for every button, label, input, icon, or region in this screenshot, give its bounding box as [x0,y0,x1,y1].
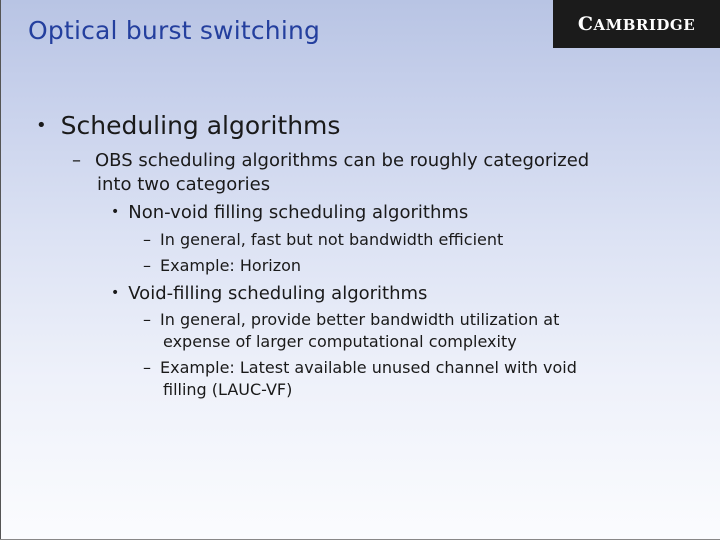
bullet-text: Non-void filling scheduling algorithms [128,202,469,223]
sub-bullet-text-continued: into two categories [97,174,271,195]
void-item-utilization [143,310,559,329]
cambridge-logo [553,0,720,48]
void-item-example-continuation [163,380,292,399]
dash-marker: – [72,150,81,171]
non-void-item-example [143,256,301,275]
dash-marker: – [143,256,151,275]
dash-marker: – [143,358,151,377]
bullet-text: Void-filling scheduling algorithms [128,283,428,304]
bullet-marker: • [36,115,47,136]
bullet-scheduling-algorithms [36,111,340,140]
void-item-example [143,358,577,377]
item-text: Example: Latest available unused channel with void [160,358,577,377]
sub-bullet-obs [72,150,589,171]
item-text: Example: Horizon [160,256,302,275]
non-void-item-speed [143,230,503,249]
bullet-marker: • [111,285,120,301]
bullet-non-void [111,202,468,223]
item-text: In general, fast but not bandwidth efficient [160,230,504,249]
dash-marker: – [143,310,151,329]
bullet-void-filling [111,283,427,304]
item-text-continued: filling (LAUC-VF) [163,380,293,399]
item-text-continued: expense of larger computational complexity [163,332,517,351]
sub-bullet-text: OBS scheduling algorithms can be roughly categorized [95,150,590,171]
logo-wordmark: CAMBRIDGE [577,13,696,35]
slide-title: Optical burst switching [28,16,321,45]
item-text: In general, provide better bandwidth utilization at [160,310,560,329]
void-item-utilization-continuation [163,332,517,351]
dash-marker: – [143,230,151,249]
bullet-marker: • [111,204,120,220]
bullet-text: Scheduling algorithms [60,111,341,140]
sub-bullet-obs-continuation [97,174,270,195]
left-border [0,0,1,540]
